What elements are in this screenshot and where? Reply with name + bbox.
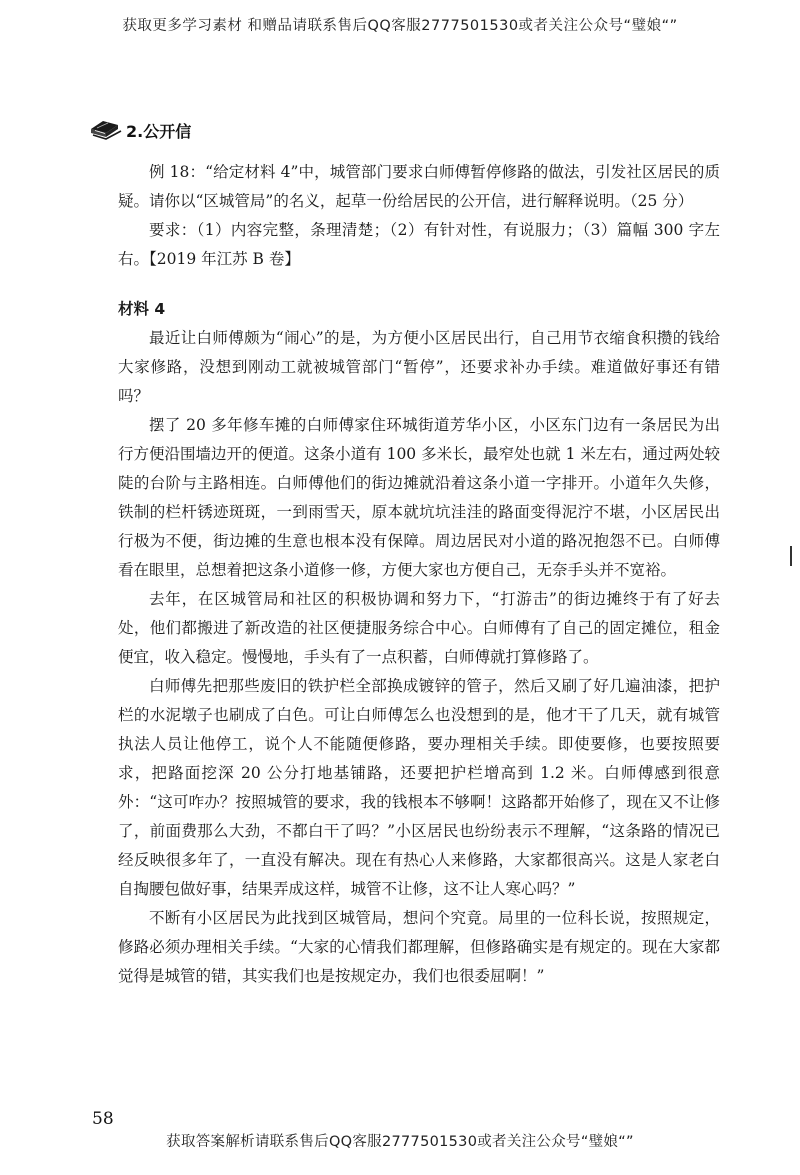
section-heading xyxy=(88,118,191,142)
book-stack-icon xyxy=(88,118,124,142)
header-banner: 获取更多学习素材 和赠品请联系售后QQ客服2777501530或者关注公众号“璧娘“” xyxy=(122,18,678,34)
material-paragraph: 白师傅先把那些废旧的铁护栏全部换成镀锌的管子，然后又刷了好几遍油漆，把护栏的水泥墩子也刷成了白色。可让白师傅怎么也没想到的是，他才干了几天，就有城管执法人员让他停工，说个人不能随便修路，要办理相关手续。即使要修，也要按照要求，把路面挖深 20 公分打地基铺路，还要把护栏增高到 1.2 米。白师傅感到很意外：“这可咋办？按照城管的要求，我的钱根本不够啊！这路都开始修了，现在又不让修了，前面费那么大劲，不都白干了吗？”小区居民也纷纷表示不理解，“这条路的情况已经反映很多年了，一直没有解决。现在有热心人来修路，大家都很高兴。这是人家老白自掏腰包做好事，结果弄成这样，城管不让修，这不让人寒心吗？” xyxy=(118,677,720,898)
document-body xyxy=(118,158,720,991)
material-paragraph: 最近让白师傅颇为“闹心”的是，为方便小区居民出行，自己用节衣缩食积攒的钱给大家修路，没想到刚动工就被城管部门“暂停”，还要求补办手续。难道做好事还有错吗？ xyxy=(118,329,720,405)
footer-banner: 获取答案解析请联系售后QQ客服2777501530或者关注公众号“璧娘“” xyxy=(166,1134,634,1150)
question-requirements: 要求：（1）内容完整，条理清楚；（2）有针对性，有说服力；（3）篇幅 300 字左右。【2019 年江苏 B 卷】 xyxy=(118,221,720,268)
material-paragraph: 不断有小区居民为此找到区城管局，想问个究竟。局里的一位科长说，按照规定，修路必须办理相关手续。“大家的心情我们都理解，但修路确实是有规定的。现在大家都觉得是城管的错，其实我们也是按规定办，我们也很委屈啊！” xyxy=(118,909,720,985)
question-text: 例 18：“给定材料 4”中，城管部门要求白师傅暂停修路的做法，引发社区居民的质疑。请你以“区城管局”的名义，起草一份给居民的公开信，进行解释说明。（25 分） xyxy=(118,163,720,210)
material-heading: 材料 4 xyxy=(118,300,166,318)
material-paragraph: 去年，在区城管局和社区的积极协调和努力下，“打游击”的街边摊终于有了好去处，他们都搬进了新改造的社区便捷服务综合中心。白师傅有了自己的固定摊位，租金便宜，收入稳定。慢慢地，手头有了一点积蓄，白师傅就打算修路了。 xyxy=(118,590,720,666)
page-number: 58 xyxy=(92,1109,114,1129)
section-title: 2.公开信 xyxy=(126,121,192,141)
material-paragraph: 摆了 20 多年修车摊的白师傅家住环城街道芳华小区，小区东门边有一条居民为出行方便沿围墙边开的便道。这条小道有 100 多米长，最窄处也就 1 米左右，通过两处较陡的台阶与主路相连。白师傅他们的街边摊就沿着这条小道一字排开。小道年久失修，铁制的栏杆锈迹斑斑，一到雨雪天，原本就坑坑洼洼的路面变得泥泞不堪，小区居民出行极为不便，街边摊的生意也根本没有保障。周边居民对小道的路况抱怨不已。白师傅看在眼里，总想着把这条小道修一修，方便大家也方便自己，无奈手头并不宽裕。 xyxy=(118,416,720,579)
scan-margin-mark xyxy=(790,546,792,566)
